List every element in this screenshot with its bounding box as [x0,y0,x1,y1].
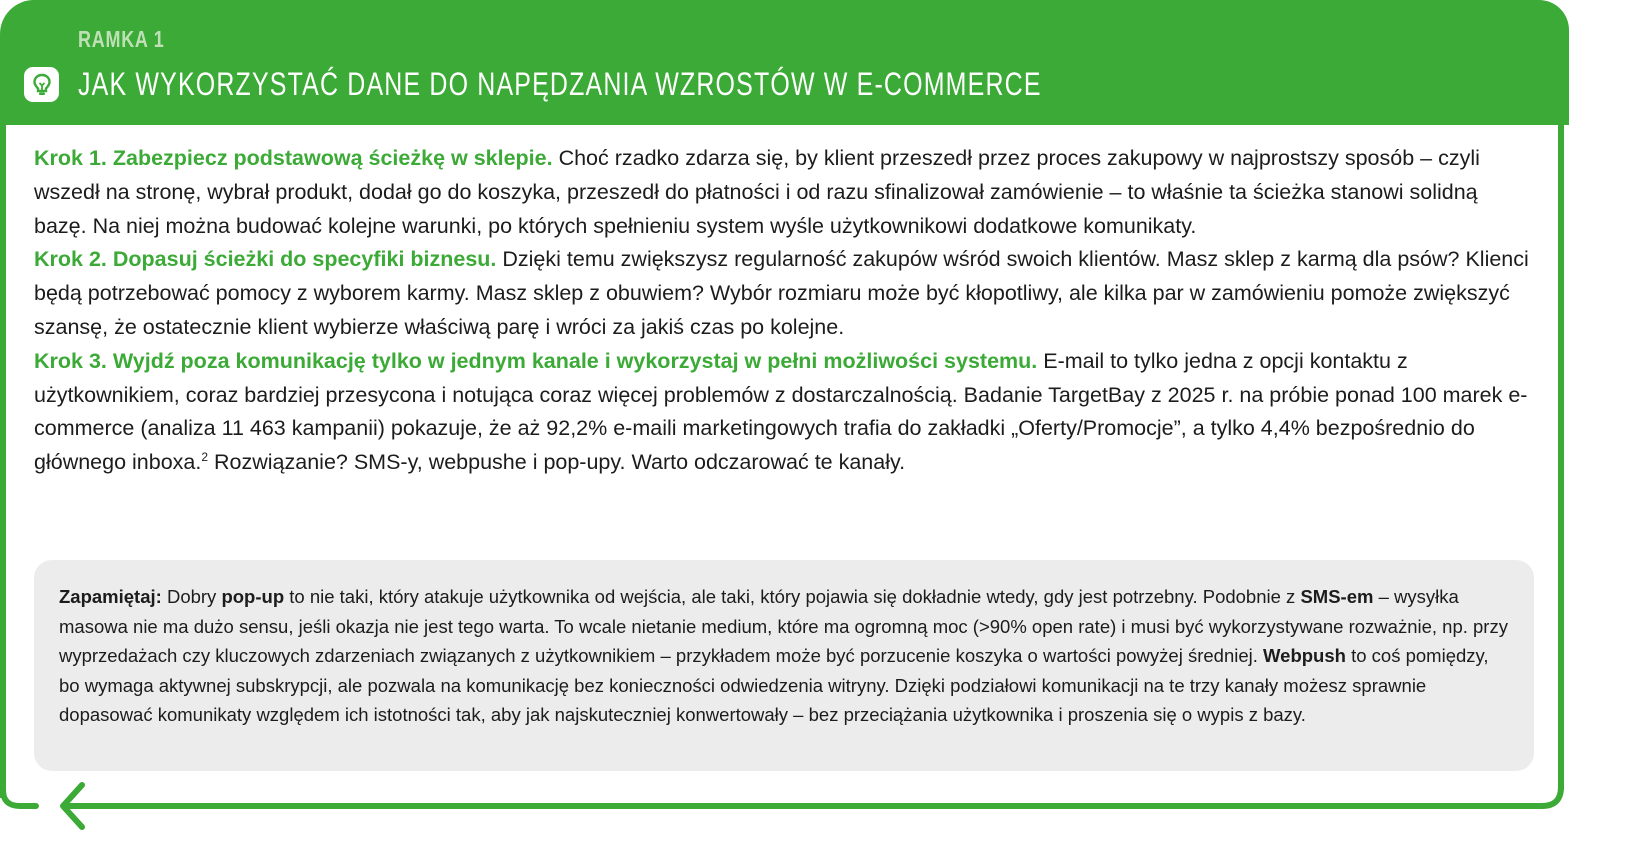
callout-text: to nie taki, który atakuje użytkownika od wejścia, ale taki, który pojawia się dokładnie wtedy, gdy jest potrzebny. Podobnie z [284,586,1301,607]
callout-text: – wysyłka masowa nie ma dużo sensu, jeśli okazja nie jest tego warta. To wcale nietanie medium, które ma ogromną moc (>90% open rate) i musi być wykorzystywane rozważnie, np. przy wyprzedażach czy kluczowych zdarzeniach związanych z użytkownikiem – przykładem może być porzucenie koszyka o wartości powyżej średniej. [59,586,1508,666]
frame-label: RAMKA 1 [78,26,165,52]
step-body: Dzięki temu zwiększysz regularność zakupów wśród swoich klientów. Masz sklep z karmą dla psów? Klienci będą potrzebować pomocy z wyborem karmy. Masz sklep z obuwiem? Wybór rozmiaru może być kłopotliwy, ale kilka par w zamówieniu pomoże zwiększyć szansę, że ostatecznie klient wybierze właściwą parę i wróci za jakiś czas po kolejne. [34,247,1529,339]
step-heading: Krok 1. Zabezpiecz podstawową ścieżkę w sklepie. [34,146,553,170]
step-body: E-mail to tylko jedna z opcji kontaktu z użytkownikiem, coraz bardziej przesycona i notująca coraz więcej problemów z dostarczalnością. Badanie TargetBay z 2025 r. na próbie ponad 100 marek e-commerce (analiza 11 463 kampanii) pokazuje, że aż 92,2% e-maili marketingowych trafia do zakładki „Oferty/Promocje”, a tylko 4,4% bezpośrednio do głównego inboxa. [34,348,1528,475]
step-heading: Krok 3. Wyjdź poza komunikację tylko w jednym kanale i wykorzystaj w pełni możliwości systemu. [34,348,1038,373]
callout-bold-term: SMS-em [1300,586,1374,607]
step-2 [34,243,1534,344]
callout-bold-term: Webpush [1263,645,1346,666]
step-body: Choć rzadko zdarza się, by klient przeszedł przez proces zakupowy w najprostszy sposób – czyli wszedł na stronę, wybrał produkt, dodał go do koszyka, przeszedł do płatności i od razu sfinalizował zamówienie – to właśnie ta ścieżka stanowi solidną bazę. Na niej można budować kolejne warunki, po których spełnieniu system wyśle użytkownikowi dodatkowe komunikaty. [34,146,1480,238]
callout-label: Zapamiętaj: [59,586,162,607]
steps-text [34,142,1534,480]
step-body-continued: Rozwiązanie? SMS-y, webpushe i pop-upy. Warto odczarować te kanały. [208,450,906,475]
footnote-marker: 2 [201,450,209,465]
step-3 [34,345,1534,480]
step-heading: Krok 2. Dopasuj ścieżki do specyfiki biznesu. [34,247,497,272]
step-1 [34,142,1534,243]
frame-title: JAK WYKORZYSTAĆ DANE DO NAPĘDZANIA WZROSTÓW W E-COMMERCE [78,66,1042,102]
callout-bold-term: pop-up [221,586,285,607]
remember-callout [34,560,1534,771]
callout-text: to coś pomiędzy, bo wymaga aktywnej subskrypcji, ale pozwala na komunikację bez konieczności odwiedzenia witryny. Dzięki podziałowi komunikacji na te trzy kanały możesz sprawnie dopasować komunikaty względem ich istotności tak, aby jak najskuteczniej konwertowały – bez przeciążania użytkownika i proszenia się o wypis z bazy. [59,645,1489,725]
callout-text: Dobry [161,586,222,607]
